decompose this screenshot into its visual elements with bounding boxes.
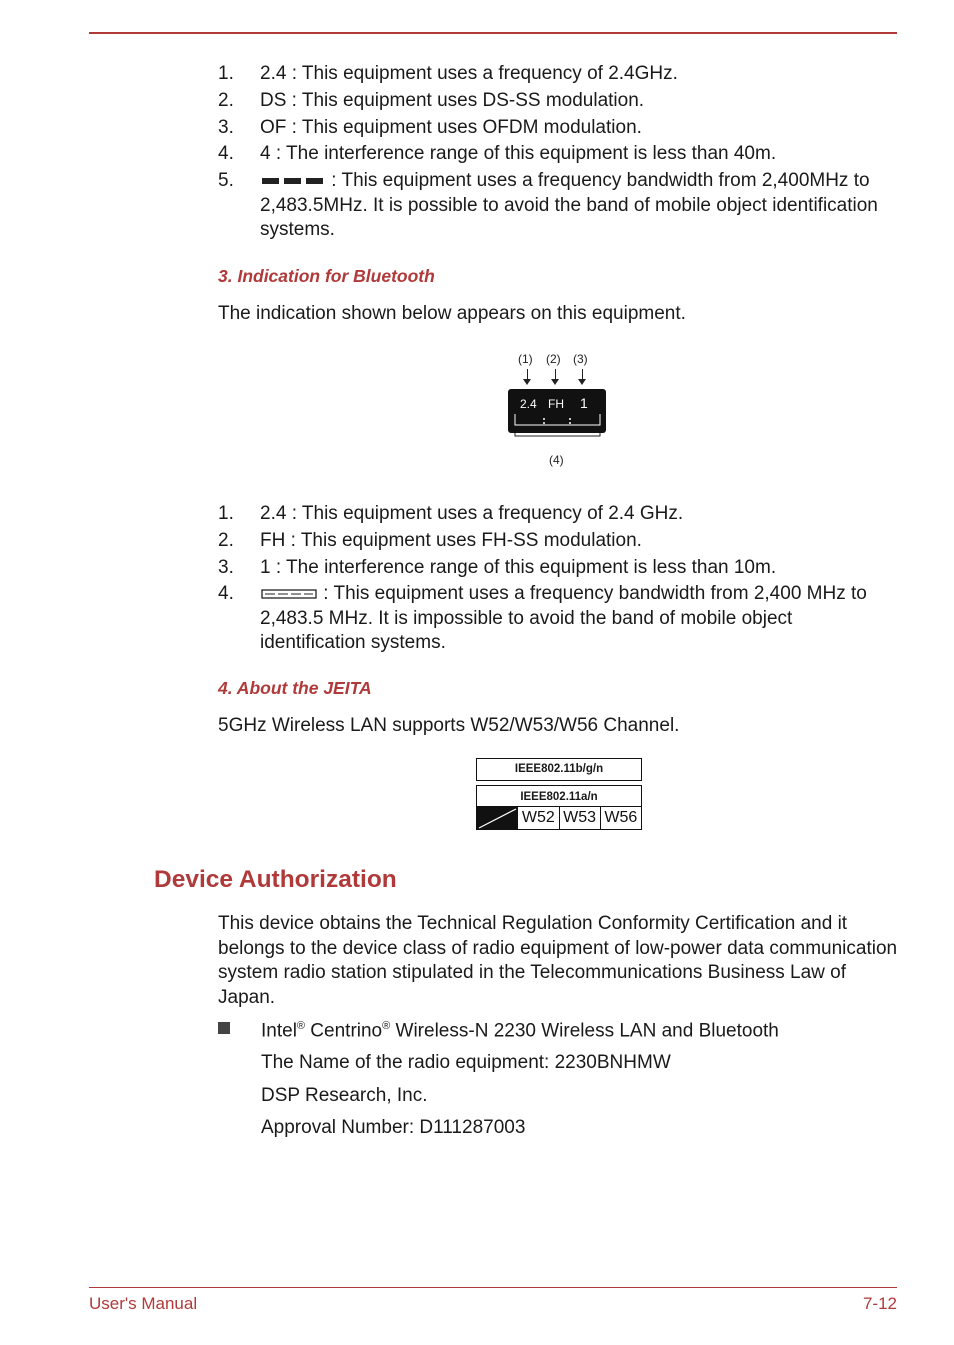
callout-arrowhead xyxy=(578,379,586,385)
callout-arrowhead xyxy=(551,379,559,385)
dashed-band-icon xyxy=(260,588,318,600)
list-item: 3. OF : This equipment uses OFDM modulation. xyxy=(218,116,642,138)
callout-label: (1) xyxy=(518,352,533,366)
jeita-label xyxy=(476,758,642,830)
callout-arrowhead xyxy=(523,379,531,385)
footer-manual-title: User's Manual xyxy=(89,1294,198,1313)
channel-w52: W52 xyxy=(517,807,558,829)
list-item: 1. 2.4 : This equipment uses a frequency of 2.4GHz. xyxy=(218,63,678,84)
footer-page-number: 7-12 xyxy=(862,1294,897,1313)
callout-arrow xyxy=(555,369,556,379)
solid-bar-band-icon xyxy=(260,176,326,186)
ieee-an-label: IEEE802.11a/n xyxy=(476,785,642,806)
ieee-bgn-label: IEEE802.11b/g/n xyxy=(476,758,642,781)
callout-label: (2) xyxy=(546,352,561,366)
jeita-intro: 5GHz Wireless LAN supports W52/W53/W56 Channel. xyxy=(218,715,680,736)
channel-w53: W53 xyxy=(559,807,600,829)
callout-arrow xyxy=(582,369,583,379)
device-authorization-paragraph: This device obtains the Technical Regulation Conformity Certification and it belongs to the device class of radio equipment of low-power data communication system radio station stipulated in the Telecommunications Business Law of Japan. xyxy=(218,913,898,1008)
channel-cells xyxy=(476,806,642,830)
device-name-line: Intel® Centrino® Wireless-N 2230 Wireless LAN and Bluetooth xyxy=(261,1020,779,1042)
strike-line xyxy=(477,807,518,829)
channel-j52: J52 xyxy=(477,807,517,829)
list-item: 2. FH : This equipment uses FH-SS modulation. xyxy=(218,529,642,551)
channel-w56: W56 xyxy=(600,807,641,829)
approval-number: Approval Number: D111287003 xyxy=(261,1117,526,1138)
bluetooth-label-box: 2.4 FH 1 xyxy=(508,389,606,433)
radio-equipment-name: The Name of the radio equipment: 2230BNHMW xyxy=(261,1052,671,1073)
list-item: 5. : This equipment uses a frequency bandwidth from 2,400MHz to 2,483.5MHz. It is possible to avoid the band of mobile object identification systems. xyxy=(218,170,878,241)
callout-arrow xyxy=(527,369,528,379)
callout-label: (3) xyxy=(573,352,588,366)
list-item: 2. DS : This equipment uses DS-SS modulation. xyxy=(218,89,645,111)
section-heading-jeita: 4. About the JEITA xyxy=(218,678,372,698)
bluetooth-indication-figure xyxy=(500,345,620,475)
dashed-band-icon xyxy=(514,413,602,427)
company-name: DSP Research, Inc. xyxy=(261,1085,428,1106)
wlan-indication-list xyxy=(218,62,898,245)
bluetooth-intro: The indication shown below appears on this equipment. xyxy=(218,303,686,324)
list-item: 3. 1 : The interference range of this equipment is less than 10m. xyxy=(218,556,777,578)
callout-label: (4) xyxy=(549,453,564,467)
list-item: 4. 4 : The interference range of this equipment is less than 40m. xyxy=(218,143,777,165)
list-item: 1. 2.4 : This equipment uses a frequency of 2.4 GHz. xyxy=(218,503,684,524)
section-heading-bluetooth: 3. Indication for Bluetooth xyxy=(218,266,435,286)
list-item: 4. : This equipment uses a frequency bandwidth from 2,400 MHz to 2,483.5 MHz. It is impossible to avoid the band of mobile object identification systems. xyxy=(218,583,867,654)
device-authorization-heading: Device Authorization xyxy=(154,866,397,893)
bullet-square-icon xyxy=(218,1022,230,1034)
footer-rule xyxy=(89,1287,897,1288)
bluetooth-indication-list xyxy=(218,502,898,658)
bracket-line xyxy=(514,433,602,441)
header-rule xyxy=(89,32,897,34)
